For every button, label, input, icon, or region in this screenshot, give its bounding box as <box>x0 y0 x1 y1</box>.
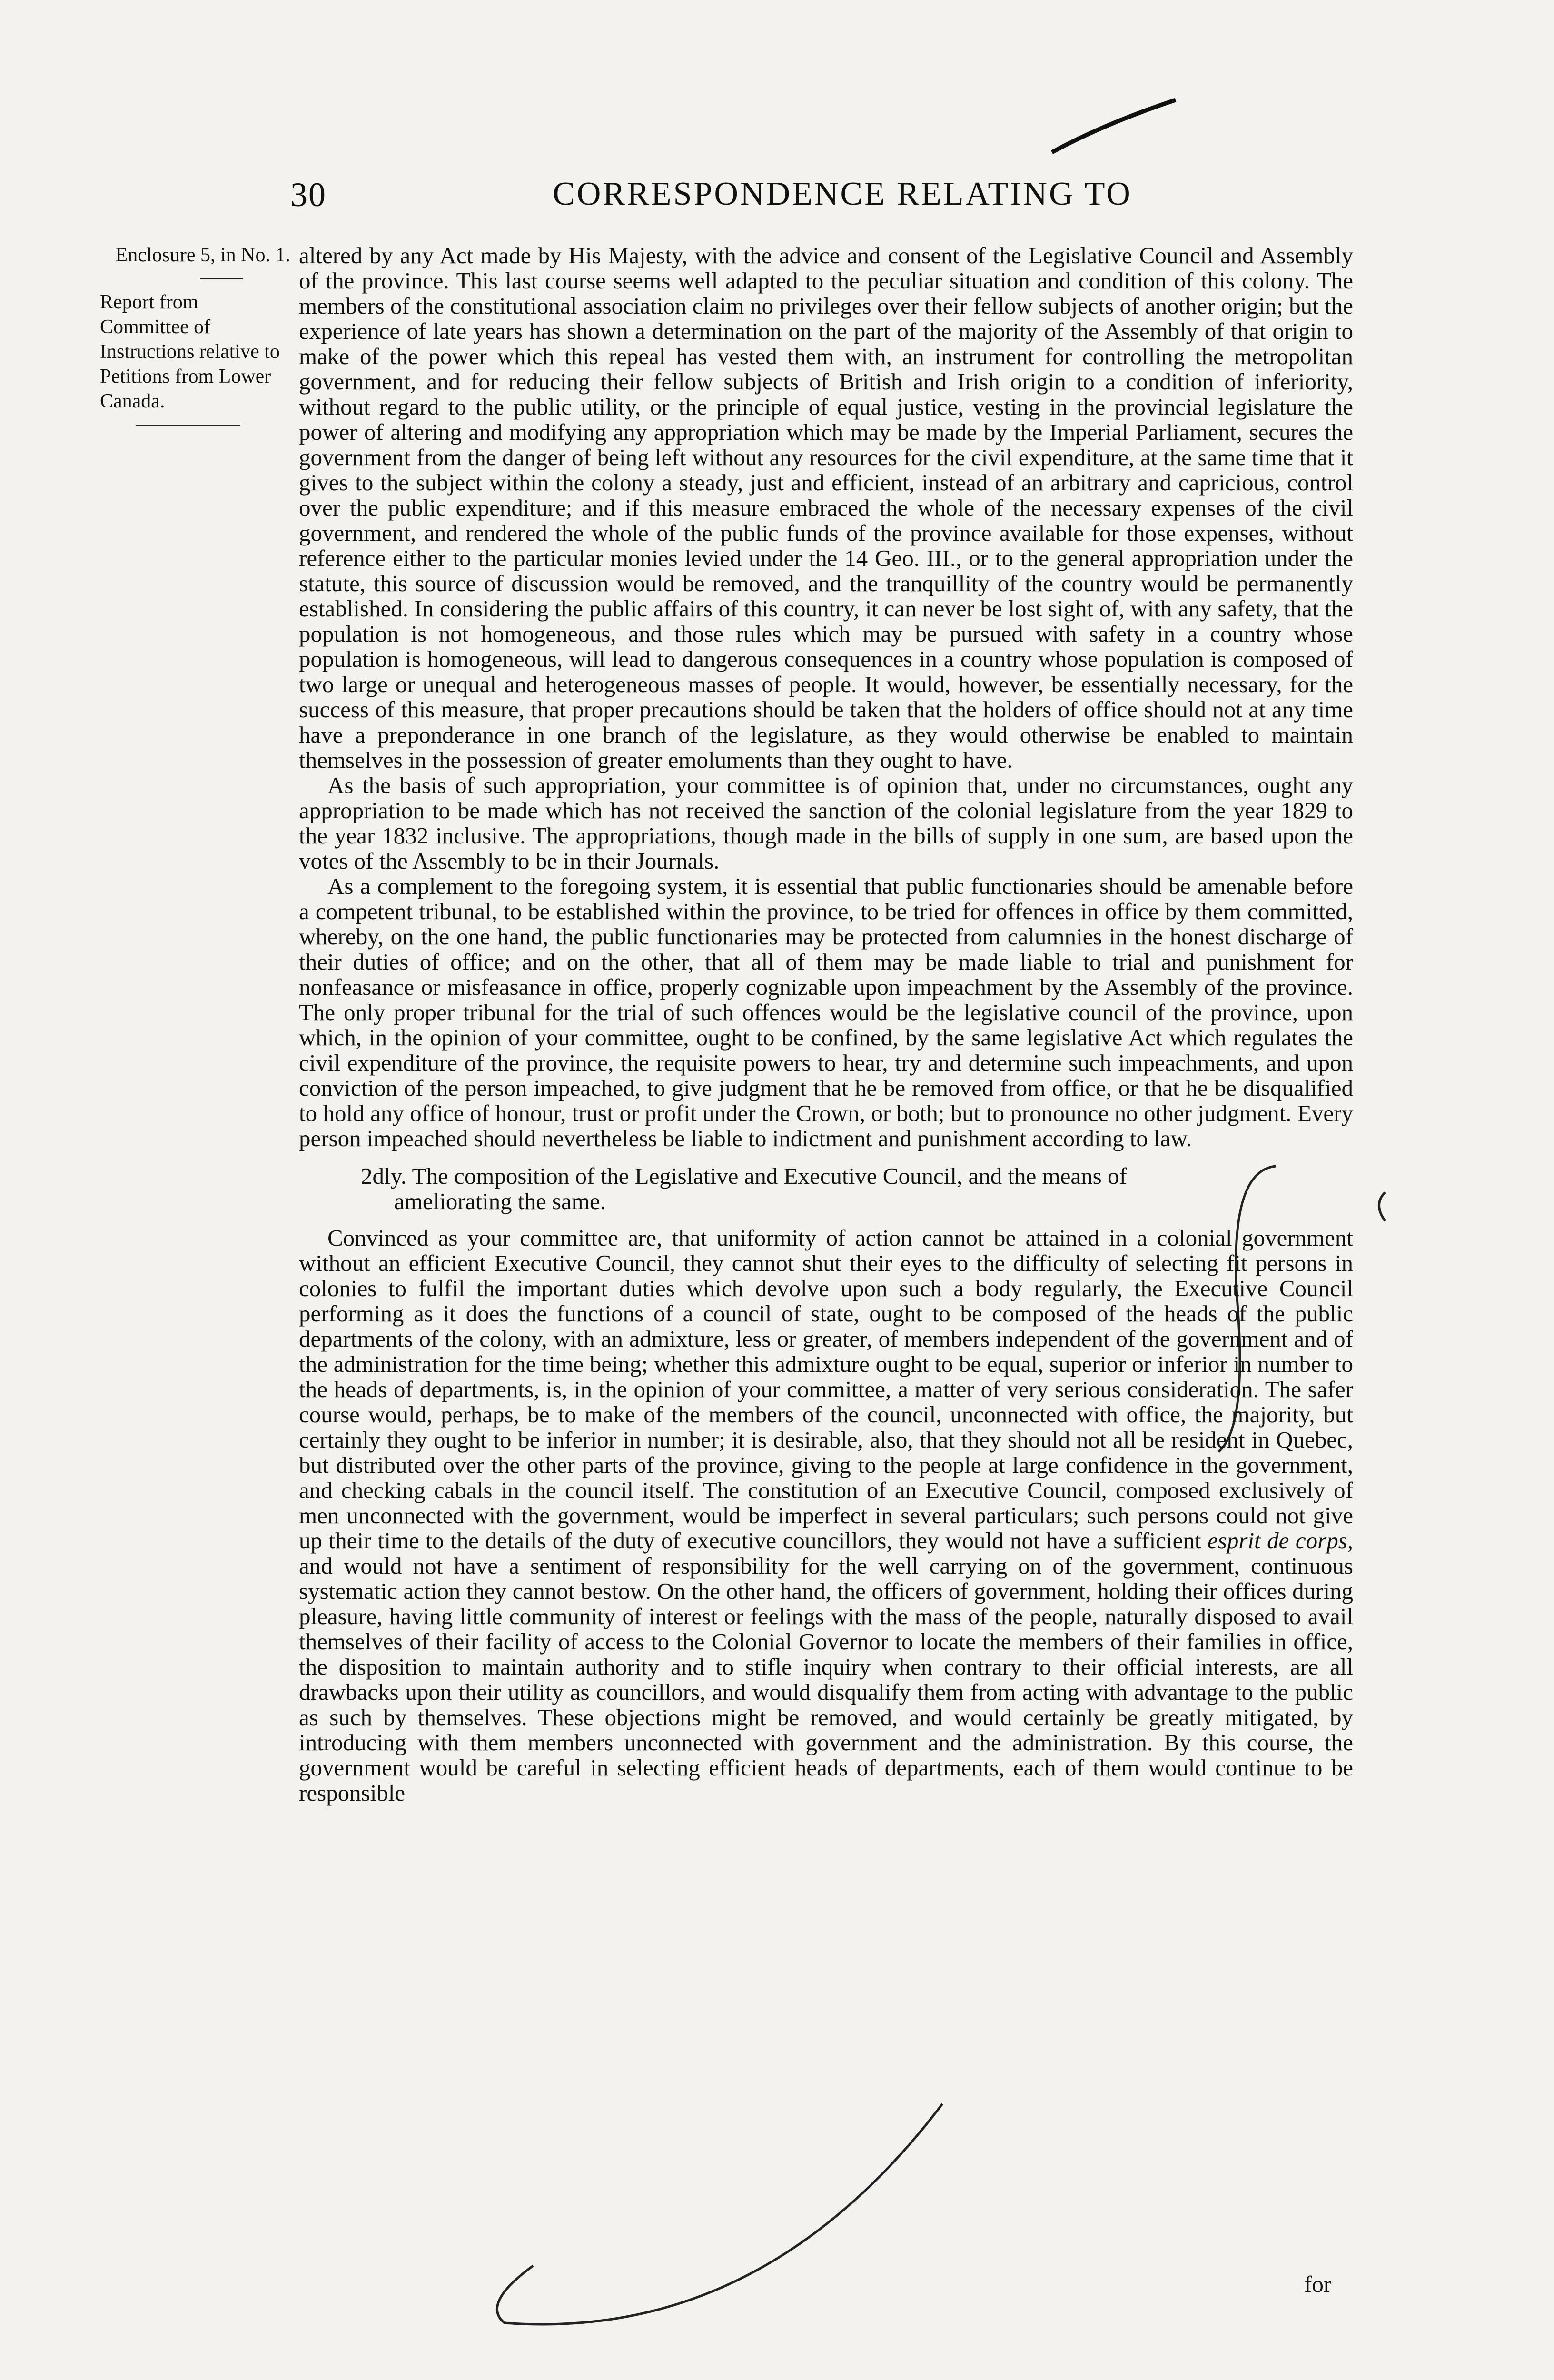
pen-curve-mark <box>476 2094 952 2351</box>
paragraph <box>299 1225 1353 1805</box>
paragraph-text: Convinced as your committee are, that uniformity of action cannot be attained in a colonial government without an efficient Executive Council, they cannot shut their eyes to the difficulty of selecting fit persons in colonies to fulfil the important duties which devolve upon such a body regularly, the Executive Council performing as it does the functions of a council of state, ought to be composed of the heads of the public departments of the colony, with an admixture, less or greater, of members independent of the government and of the administration for the time being; whether this admixture ought to be equal, superior or inferior in number to the heads of departments, is, in the opinion of your committee, a matter of very serious consideration. The safer course would, perhaps, be to make of the members of the council, unconnected with office, the majority, but certainly they ought to be inferior in number; it is desirable, also, that they should not all be resident in Quebec, but distributed over the other parts of the province, giving to the people at large confidence in the government, and checking cabals in the council itself. The constitution of an Executive Council, composed exclusively of men unconnected with the government, would be imperfect in several particulars; such persons could not give up their time to the details of the duty of executive councillors, they would not have a sufficient <box>299 1225 1353 1554</box>
section-heading-first: 2dly. The composition of the Legislative and Executive Council, and the means of <box>361 1163 1127 1189</box>
body-text <box>299 243 1353 1805</box>
section-heading-rest: ameliorating the same. <box>394 1188 606 1214</box>
page-number: 30 <box>290 176 327 214</box>
margin-note: Report from Committee of Instructions relative to Petitions from Lower Canada. <box>100 291 280 412</box>
paragraph-text: and would not have a sentiment of responsibility for the well carrying on of the government, continuous systematic action they cannot bestow. On the other hand, the officers of government, holding their offices during pleasure, having little community of interest or feelings with the mass of the people, naturally disposed to avail themselves of their facility of access to the Colonial Governor to locate the members of their families in office, the disposition to maintain authority and to stifle inquiry when contrary to their official interests, are all drawbacks upon their utility as councillors, and would disqualify them from acting with advantage to the public as such by themselves. These objections might be removed, and would certainly be greatly mitigated, by introducing with them members unconnected with government and the administration. By this course, the government would be careful in selecting efficient heads of departments, each of them would continue to be responsible <box>299 1553 1353 1806</box>
running-head: CORRESPONDENCE RELATING TO <box>553 176 1132 212</box>
margin-notes <box>90 243 290 426</box>
pen-side-tick-mark <box>1371 1190 1395 1223</box>
catchword: for <box>1304 2271 1332 2297</box>
section-heading <box>299 1163 1353 1214</box>
margin-rule-long <box>136 425 240 426</box>
paragraph: As the basis of such appropriation, your committee is of opinion that, under no circumstances, ought any appropriation to be made which has not received the sanction of the colonial legislature from the year 1829 to the year 1832 inclusive. The appropriations, though made in the bills of supply in one sum, are based upon the votes of the Assembly to be in their Journals. <box>299 772 1353 874</box>
paragraph: altered by any Act made by His Majesty, with the advice and consent of the Legislative Council and Assembly of the province. This last course seems well adapted to the peculiar situation and condition of this colony. The members of the constitutional association claim no privileges over their fellow subjects of another origin; but the experience of late years has shown a determination on the part of the majority of the Assembly of that origin to make of the power which this repeal has vested them with, an instrument for controlling the metropolitan government, and for reducing their fellow subjects of British and Irish origin to a condition of inferiority, without regard to the public utility, or the principle of equal justice, vesting in the provincial legislature the power of altering and modifying any appropriation which may be made by the Imperial Parliament, secures the government from the danger of being left without any resources for the civil expenditure, at the same time that it gives to the subject within the colony a steady, just and efficient, instead of an arbitrary and capricious, control over the public expenditure; and if this measure embraced the whole of the necessary expenses of the civil government, and rendered the whole of the public funds of the province available for those expenses, without reference either to the particular monies levied under the 14 Geo. III., or to the general appropriation under the statute, this source of discussion would be removed, and the tranquillity of the country would be permanently established. In considering the public affairs of this country, it can never be lost sight of, with any safety, that the population is not homogeneous, and those rules which may be pursued with safety in a country whose population is homogeneous, will lead to dangerous consequences in a country whose population is composed of two large or unequal and heterogeneous masses of people. It would, however, be essentially necessary, for the success of this measure, that proper precautions should be taken that the holders of office should not at any time have a preponderance in one branch of the legislature, as they would otherwise be enabled to maintain themselves in the possession of greater emoluments than they ought to have. <box>299 242 1353 773</box>
pen-stroke-top-mark <box>1047 95 1180 162</box>
enclosure-reference: Enclosure 5, in No. 1. <box>115 244 290 266</box>
paragraph: As a complement to the foregoing system, it is essential that public functionaries should be amenable before a competent tribunal, to be established within the province, to be tried for offences in office by them committed, whereby, on the one hand, the public functionaries may be protected from calumnies in the honest discharge of their duties of office; and on the other, that all of them may be made liable to trial and punishment for nonfeasance or misfeasance in office, properly cognizable upon impeachment by the Assembly of the province. The only proper tribunal for the trial of such offences would be the legislative council of the province, upon which, in the opinion of your committee, ought to be confined, by the same legislative Act which regulates the civil expenditure of the province, the requisite powers to hear, try and determine such impeachments, and upon conviction of the person impeached, to give judgment that he be removed from office, or that he be disqualified to hold any office of honour, trust or profit under the Crown, or both; but to pronounce no other judgment. Every person impeached should nevertheless be liable to indictment and punishment according to law. <box>299 873 1353 1151</box>
margin-rule-short <box>200 278 243 279</box>
italic-phrase: esprit de corps, <box>1208 1527 1354 1554</box>
